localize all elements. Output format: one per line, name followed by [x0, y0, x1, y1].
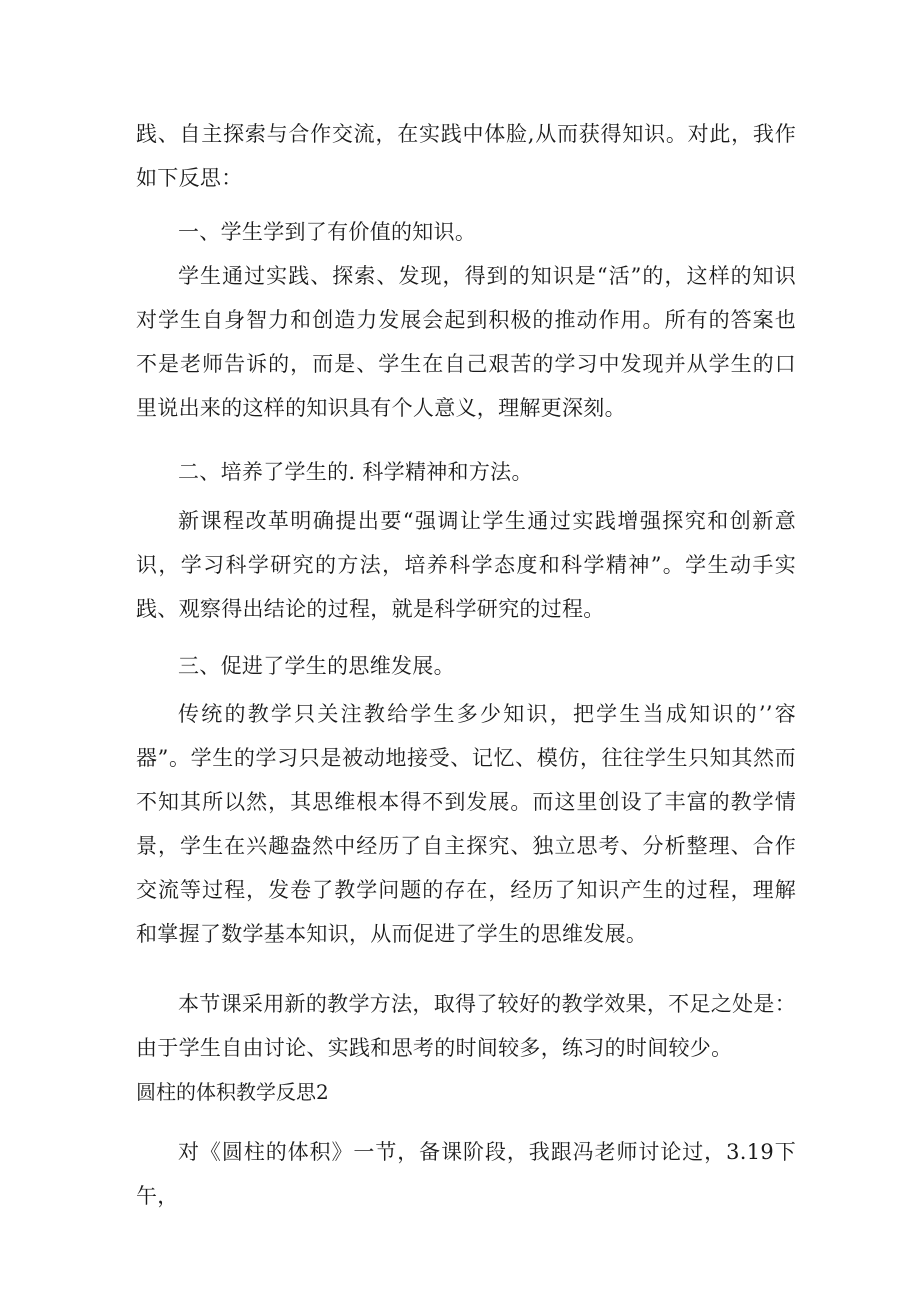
paragraph-section-two-start: 对《圆柱的体积》一节，备课阶段，我跟冯老师讨论过，3.19下午， [136, 1140, 796, 1208]
heading-point-one: 一、学生学到了有价值的知识。 [178, 220, 477, 244]
paragraph-point-one: 学生通过实践、探索、发现，得到的知识是“活”的，这样的知识对学生自身智力和创造力发展会起到积极的推动作用。所有的答案也不是老师告诉的，而是、学生在自己艰苦的学习中发现并从学生的口里说出来的这样的知识具有个人意义，理解更深刻。 [136, 264, 796, 420]
paragraph-conclusion: 本节课采用新的教学方法，取得了较好的教学效果，不足之处是：由于学生自由讨论、实践和思考的时间较多，练习的时间较少。 [136, 992, 796, 1060]
section-title: 圆柱的体积教学反思2 [136, 1080, 329, 1104]
paragraph-point-two: 新课程改革明确提出要“强调让学生通过实践增强探究和创新意识，学习科学研究的方法，培养科学态度和科学精神”。学生动手实践、观察得出结论的过程，就是科学研究的过程。 [136, 509, 796, 621]
heading-point-three: 三、促进了学生的思维发展。 [178, 654, 455, 678]
paragraph-point-three: 传统的教学只关注教给学生多少知识，把学生当成知识的’’容器”。学生的学习只是被动地接受、记忆、模仿，往往学生只知其然而不知其所以然，其思维根本得不到发展。而这里创设了丰富的教学情景，学生在兴趣盎然中经历了自主探究、独立思考、分析整理、合作交流等过程，发卷了教学问题的存在，经历了知识产生的过程，理解和掌握了数学基本知识，从而促进了学生的思维发展。 [136, 702, 796, 946]
paragraph-intro-continuation: 践、自主探索与合作交流，在实践中体脸,从而获得知识。对此，我作如下反思： [136, 122, 796, 190]
heading-point-two: 二、培养了学生的. 科学精神和方法。 [178, 460, 533, 484]
